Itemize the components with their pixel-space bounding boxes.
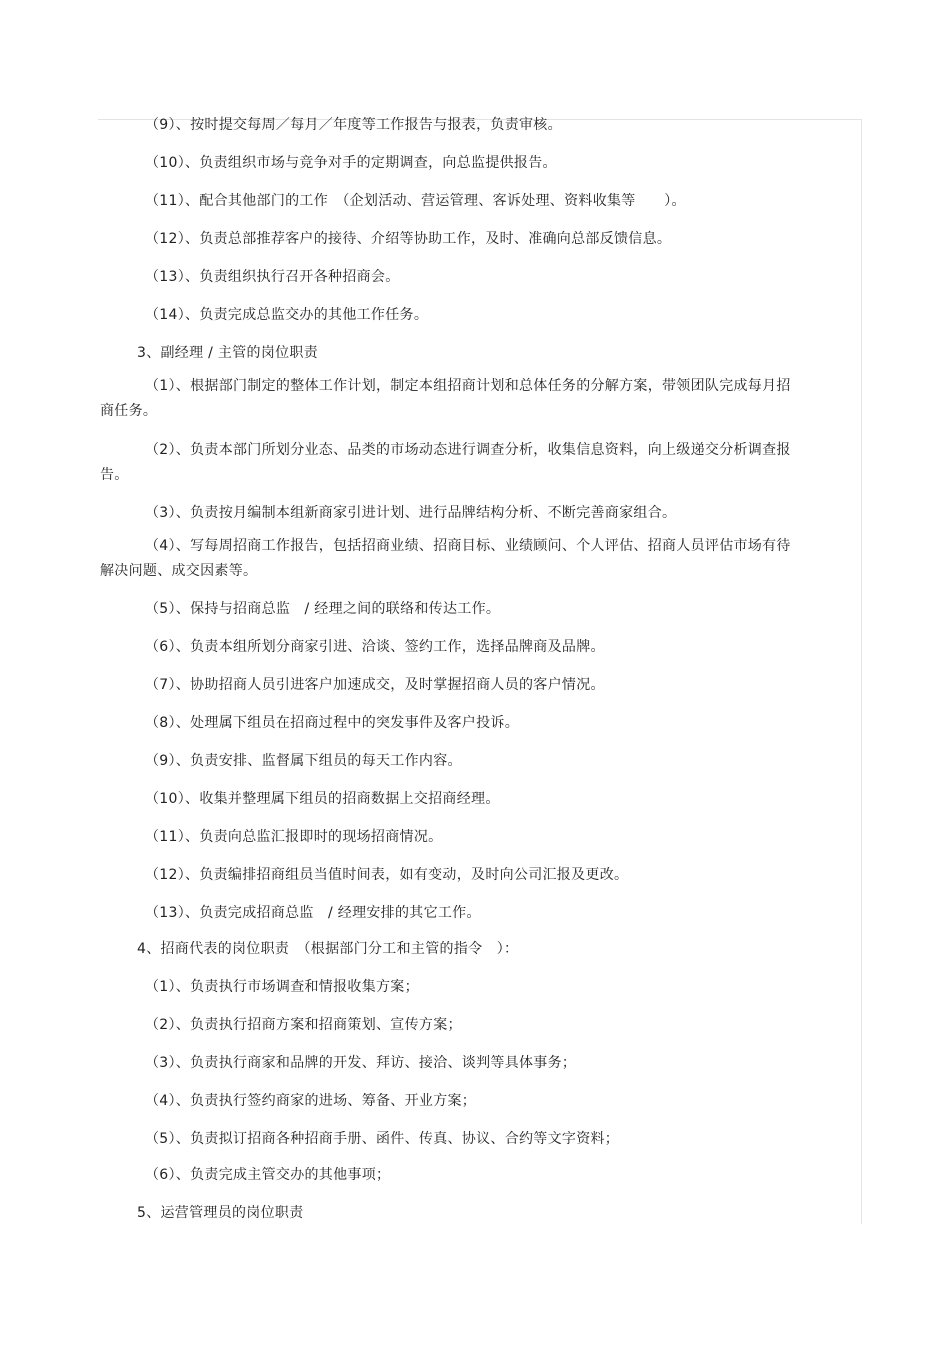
deputy-item-3: （3）、负责按月编制本组新商家引进计划、进行品牌结构分析、不断完善商家组合。 bbox=[145, 505, 677, 521]
deputy-item-12: （12）、负责编排招商组员当值时间表，如有变动，及时向公司汇报及更改。 bbox=[145, 867, 629, 883]
duty-item-9: （9）、按时提交每周／每月／年度等工作报告与报表，负责审核。 bbox=[145, 117, 562, 133]
deputy-item-7: （7）、协助招商人员引进客户加速成交，及时掌握招商人员的客户情况。 bbox=[145, 677, 605, 693]
rep-item-2: （2）、负责执行招商方案和招商策划、宣传方案； bbox=[145, 1017, 462, 1033]
deputy-item-13: （13）、负责完成招商总监 / 经理安排的其它工作。 bbox=[145, 905, 481, 921]
duty-item-12: （12）、负责总部推荐客户的接待、介绍等协助工作，及时、准确向总部反馈信息。 bbox=[145, 231, 672, 247]
deputy-item-4: （4）、写每周招商工作报告，包括招商业绩、招商目标、业绩顾问、个人评估、招商人员评估市场有待解决问题、成交因素等。 bbox=[100, 538, 791, 579]
section-heading-4: 4、招商代表的岗位职责 （根据部门分工和主管的指令 ）： bbox=[137, 941, 519, 957]
section-heading-3: 3、副经理 / 主管的岗位职责 bbox=[137, 345, 319, 361]
rep-item-5: （5）、负责拟订招商各种招商手册、函件、传真、协议、合约等文字资料； bbox=[145, 1131, 620, 1147]
deputy-item-9: （9）、负责安排、监督属下组员的每天工作内容。 bbox=[145, 753, 462, 769]
deputy-item-5: （5）、保持与招商总监 / 经理之间的联络和传达工作。 bbox=[145, 601, 501, 617]
duty-item-11: （11）、配合其他部门的工作 （企划活动、营运管理、客诉处理、资料收集等 ）。 bbox=[145, 193, 686, 209]
deputy-item-11: （11）、负责向总监汇报即时的现场招商情况。 bbox=[145, 829, 443, 845]
duty-item-10: （10）、负责组织市场与竞争对手的定期调查，向总监提供报告。 bbox=[145, 155, 557, 171]
duty-item-14: （14）、负责完成总监交办的其他工作任务。 bbox=[145, 307, 429, 323]
rep-item-3: （3）、负责执行商家和品牌的开发、拜访、接洽、谈判等具体事务； bbox=[145, 1055, 577, 1071]
deputy-item-1: （1）、根据部门制定的整体工作计划，制定本组招商计划和总体任务的分解方案，带领团队完成每月招商任务。 bbox=[100, 378, 791, 419]
section-heading-5: 5、运营管理员的岗位职责 bbox=[137, 1205, 304, 1221]
rep-item-1: （1）、负责执行市场调查和情报收集方案； bbox=[145, 979, 419, 995]
deputy-item-2: （2）、负责本部门所划分业态、品类的市场动态进行调查分析，收集信息资料，向上级递交分析调查报告。 bbox=[100, 442, 791, 483]
rep-item-6: （6）、负责完成主管交办的其他事项； bbox=[145, 1167, 391, 1183]
document-body bbox=[100, 114, 795, 1222]
deputy-item-10: （10）、收集并整理属下组员的招商数据上交招商经理。 bbox=[145, 791, 500, 807]
duty-item-13: （13）、负责组织执行召开各种招商会。 bbox=[145, 269, 400, 285]
rep-item-4: （4）、负责执行签约商家的进场、筹备、开业方案； bbox=[145, 1093, 477, 1109]
deputy-item-8: （8）、处理属下组员在招商过程中的突发事件及客户投诉。 bbox=[145, 715, 520, 731]
deputy-item-6: （6）、负责本组所划分商家引进、洽谈、签约工作，选择品牌商及品牌。 bbox=[145, 639, 605, 655]
